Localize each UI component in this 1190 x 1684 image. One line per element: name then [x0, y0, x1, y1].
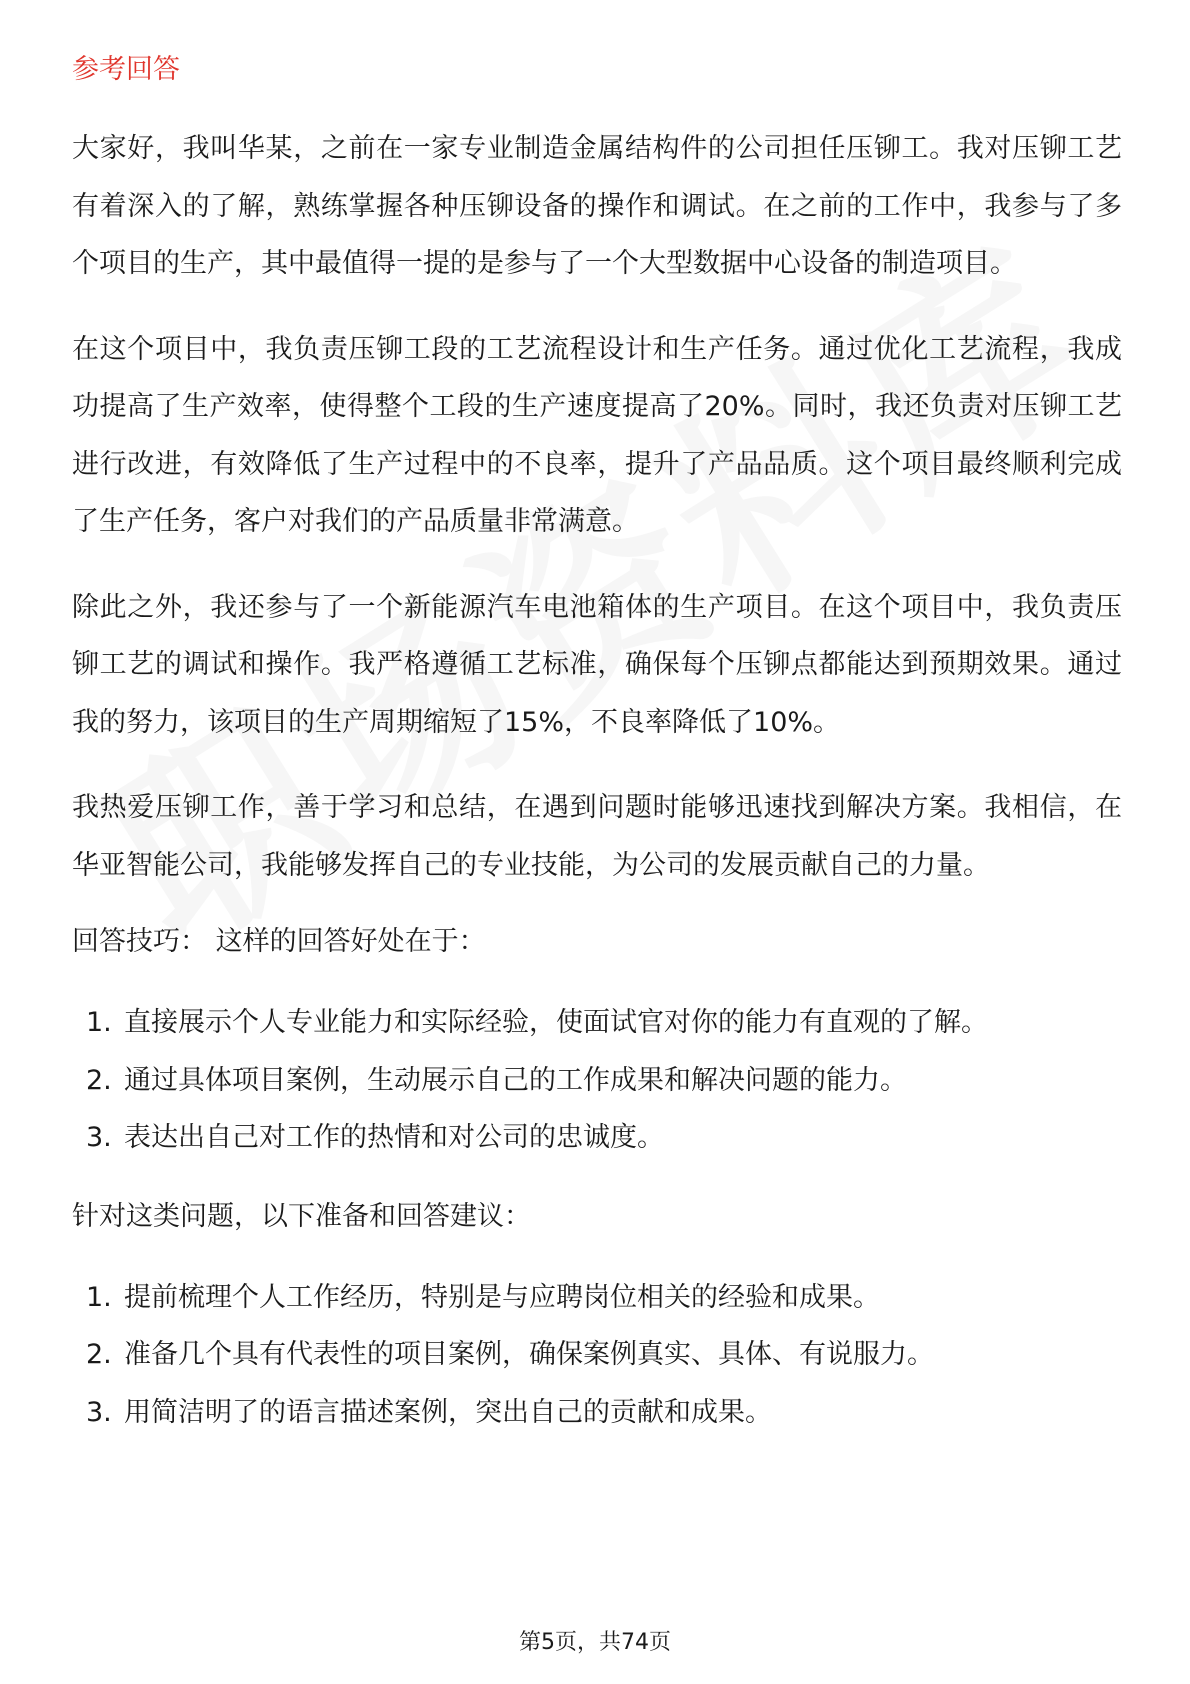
list-number: 3. [86, 1122, 112, 1153]
tips-list [72, 994, 1122, 1167]
list-number: 1. [86, 1281, 112, 1313]
list-item-text: 直接展示个人专业能力和实际经验，使面试官对你的能力有直观的了解。 [124, 1007, 988, 1038]
list-item-text: 提前梳理个人工作经历，特别是与应聘岗位相关的经验和成果。 [124, 1281, 880, 1313]
answer-paragraph-4: 我热爱压铆工作，善于学习和总结，在遇到问题时能够迅速找到解决方案。我相信，在华亚智能公司，我能够发挥自己的专业技能，为公司的发展贡献自己的力量。 [72, 792, 1122, 881]
list-item-text: 用简洁明了的语言描述案例，突出自己的贡献和成果。 [124, 1396, 772, 1428]
page-content [72, 50, 1122, 1471]
list-number: 2. [86, 1064, 112, 1096]
list-item-text: 准备几个具有代表性的项目案例，确保案例真实、具体、有说服力。 [124, 1339, 934, 1370]
list-item-text: 通过具体项目案例，生动展示自己的工作成果和解决问题的能力。 [124, 1064, 907, 1096]
list-item [72, 1109, 1122, 1167]
list-number: 2. [86, 1339, 112, 1370]
list-number: 1. [86, 1007, 112, 1038]
list-item [72, 994, 1122, 1052]
page-number: 第5页，共74页 [519, 1630, 671, 1655]
advice-label: 针对这类问题，以下准备和回答建议： [72, 1200, 531, 1232]
list-number: 3. [86, 1396, 112, 1428]
list-item-text: 表达出自己对工作的热情和对公司的忠诚度。 [124, 1122, 664, 1153]
answer-paragraph-3: 除此之外，我还参与了一个新能源汽车电池箱体的生产项目。在这个项目中，我负责压铆工艺的调试和操作。我严格遵循工艺标准，确保每个压铆点都能达到预期效果。通过我的努力，该项目的生产周期缩短了15%，不良率降低了10%。 [72, 591, 1122, 738]
tips-label: 回答技巧： 这样的回答好处在于： [72, 926, 486, 957]
section-heading: 参考回答 [72, 54, 180, 85]
list-item [72, 1384, 1122, 1442]
advice-list [72, 1269, 1122, 1442]
answer-paragraph-1: 大家好，我叫华某，之前在一家专业制造金属结构件的公司担任压铆工。我对压铆工艺有着深入的了解，熟练掌握各种压铆设备的操作和调试。在之前的工作中，我参与了多个项目的生产，其中最值得一提的是参与了一个大型数据中心设备的制造项目。 [72, 133, 1122, 279]
list-item [72, 1052, 1122, 1110]
list-item [72, 1326, 1122, 1384]
answer-paragraph-2: 在这个项目中，我负责压铆工段的工艺流程设计和生产任务。通过优化工艺流程，我成功提高了生产效率，使得整个工段的生产速度提高了20%。同时，我还负责对压铆工艺进行改进，有效降低了生产过程中的不良率，提升了产品品质。这个项目最终顺利完成了生产任务，客户对我们的产品质量非常满意。 [72, 333, 1122, 537]
list-item [72, 1269, 1122, 1327]
